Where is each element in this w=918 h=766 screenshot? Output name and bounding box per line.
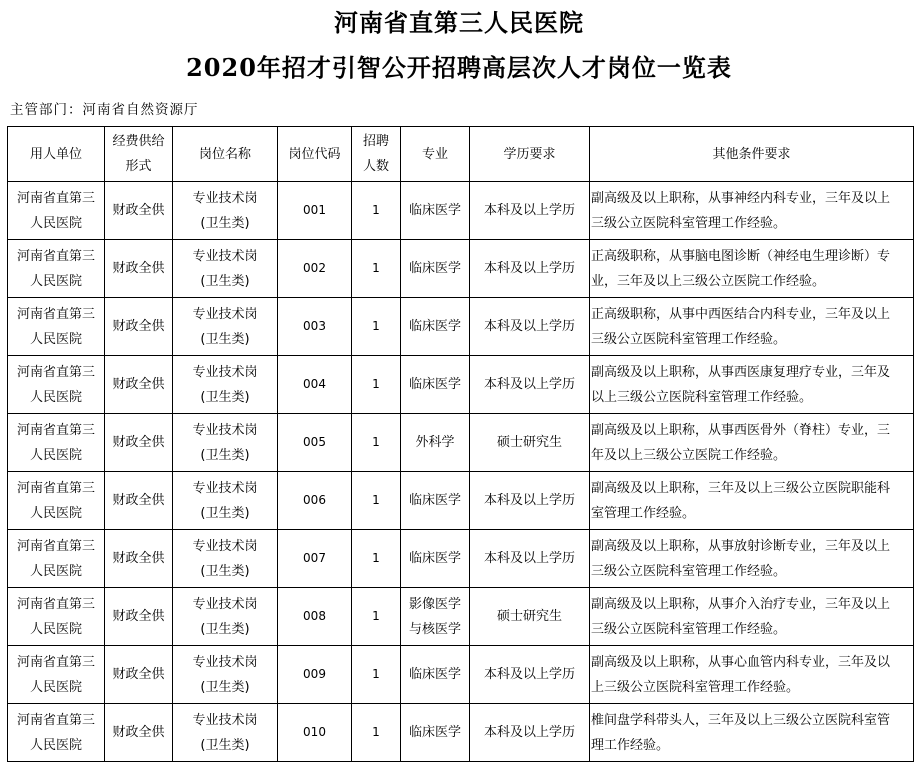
quota-cell: 1 (352, 182, 401, 240)
code-cell: 006 (278, 472, 352, 530)
header-position: 岗位名称 (173, 127, 278, 182)
other-requirements-cell (590, 472, 914, 530)
education-cell: 本科及以上学历 (470, 530, 590, 588)
other-line1: 副高级及以上职称，从事西医骨外（脊柱）专业，三 (591, 422, 891, 438)
unit-line1: 河南省直第三 (16, 422, 95, 438)
quota-cell: 1 (352, 530, 401, 588)
education-cell: 硕士研究生 (470, 588, 590, 646)
position-line1: 专业技术岗 (192, 248, 258, 264)
major-cell (401, 356, 470, 414)
unit-line1: 河南省直第三 (16, 248, 95, 264)
unit-cell (8, 298, 105, 356)
unit-line2: 人民医院 (29, 563, 82, 579)
header-education: 学历要求 (470, 127, 590, 182)
funding-cell: 财政全供 (105, 298, 173, 356)
major-cell (401, 704, 470, 762)
unit-cell (8, 472, 105, 530)
major-text: 临床医学 (408, 551, 461, 566)
education-cell: 硕士研究生 (470, 414, 590, 472)
page-subtitle: 2020年招才引智公开招聘高层次人才岗位一览表 (186, 53, 732, 82)
position-line1: 专业技术岗 (192, 364, 258, 380)
other-line1: 副高级及以上职称，从事心血管内科专业，三年及以 (591, 654, 891, 670)
unit-line2: 人民医院 (29, 389, 82, 405)
other-requirements-cell (590, 530, 914, 588)
major-cell (401, 414, 470, 472)
other-requirements-cell (590, 588, 914, 646)
header-row (8, 127, 914, 182)
other-requirements-cell (590, 704, 914, 762)
position-line2: (卫生类) (200, 737, 250, 753)
position-line2: (卫生类) (200, 273, 250, 289)
position-line1: 专业技术岗 (192, 712, 258, 728)
position-line2: (卫生类) (200, 447, 250, 463)
other-requirements-cell (590, 182, 914, 240)
header-funding (105, 127, 173, 182)
position-cell (173, 530, 278, 588)
position-line1: 专业技术岗 (192, 422, 258, 438)
education-cell: 本科及以上学历 (470, 704, 590, 762)
position-cell (173, 356, 278, 414)
major-cell (401, 298, 470, 356)
funding-cell: 财政全供 (105, 182, 173, 240)
positions-table (7, 126, 914, 762)
code-cell: 002 (278, 240, 352, 298)
position-line2: (卫生类) (200, 215, 250, 231)
header-quota-line2: 人数 (362, 159, 389, 174)
major-text: 外科学 (415, 435, 455, 450)
other-line2: 以上三级公立医院科室管理工作经验。 (591, 389, 813, 405)
code-cell: 001 (278, 182, 352, 240)
funding-cell: 财政全供 (105, 240, 173, 298)
quota-cell: 1 (352, 414, 401, 472)
quota-cell: 1 (352, 588, 401, 646)
unit-cell (8, 704, 105, 762)
unit-line2: 人民医院 (29, 447, 82, 463)
funding-cell: 财政全供 (105, 646, 173, 704)
education-cell: 本科及以上学历 (470, 472, 590, 530)
header-funding-line1: 经费供给 (112, 134, 165, 149)
position-line1: 专业技术岗 (192, 654, 258, 670)
unit-cell (8, 646, 105, 704)
unit-line2: 人民医院 (29, 679, 82, 695)
position-line2: (卫生类) (200, 563, 250, 579)
table-row (8, 646, 914, 704)
unit-line2: 人民医院 (29, 505, 82, 521)
quota-cell: 1 (352, 704, 401, 762)
table-row (8, 182, 914, 240)
position-cell (173, 704, 278, 762)
other-line1: 椎间盘学科带头人，三年及以上三级公立医院科室管 (591, 712, 891, 728)
table-row (8, 356, 914, 414)
other-line1: 正高级职称，从事脑电图诊断（神经电生理诊断）专 (591, 248, 891, 264)
page-title: 河南省直第三人民医院 (334, 8, 584, 37)
position-line1: 专业技术岗 (192, 538, 258, 554)
position-cell (173, 240, 278, 298)
position-line1: 专业技术岗 (192, 596, 258, 612)
education-cell: 本科及以上学历 (470, 356, 590, 414)
funding-cell: 财政全供 (105, 472, 173, 530)
major-cell (401, 588, 470, 646)
position-line2: (卫生类) (200, 621, 250, 637)
other-line1: 副高级及以上职称，三年及以上三级公立医院职能科 (591, 480, 891, 496)
unit-line2: 人民医院 (29, 215, 82, 231)
position-line1: 专业技术岗 (192, 190, 258, 206)
header-quota (352, 127, 401, 182)
code-cell: 005 (278, 414, 352, 472)
education-cell: 本科及以上学历 (470, 240, 590, 298)
unit-line1: 河南省直第三 (16, 712, 95, 728)
other-line2: 三级公立医院科室管理工作经验。 (591, 215, 787, 231)
other-line1: 副高级及以上职称，从事介入治疗专业，三年及以上 (591, 596, 891, 612)
position-line2: (卫生类) (200, 389, 250, 405)
funding-cell: 财政全供 (105, 356, 173, 414)
other-requirements-cell (590, 646, 914, 704)
code-cell: 004 (278, 356, 352, 414)
position-line1: 专业技术岗 (192, 480, 258, 496)
department-label: 主管部门：河南省自然资源厅 (10, 102, 199, 118)
other-line2: 室管理工作经验。 (591, 505, 696, 521)
major-cell (401, 240, 470, 298)
unit-line2: 人民医院 (29, 273, 82, 289)
other-line2: 三级公立医院科室管理工作经验。 (591, 621, 787, 637)
major-text: 临床医学 (408, 261, 461, 276)
table-row (8, 472, 914, 530)
major-text: 临床医学 (408, 493, 461, 508)
position-line2: (卫生类) (200, 679, 250, 695)
unit-line1: 河南省直第三 (16, 306, 95, 322)
major-text: 临床医学 (408, 319, 461, 334)
other-line1: 副高级及以上职称，从事放射诊断专业，三年及以上 (591, 538, 891, 554)
major-cell (401, 182, 470, 240)
table-header (8, 127, 914, 182)
table-body (8, 182, 914, 762)
major-text: 临床医学 (408, 377, 461, 392)
code-cell: 003 (278, 298, 352, 356)
position-line1: 专业技术岗 (192, 306, 258, 322)
other-line2: 三级公立医院科室管理工作经验。 (591, 331, 787, 347)
major-cell (401, 646, 470, 704)
header-unit: 用人单位 (8, 127, 105, 182)
table-row (8, 298, 914, 356)
unit-line2: 人民医院 (29, 737, 82, 753)
funding-cell: 财政全供 (105, 588, 173, 646)
position-cell (173, 298, 278, 356)
unit-cell (8, 414, 105, 472)
header-other: 其他条件要求 (590, 127, 914, 182)
unit-cell (8, 588, 105, 646)
other-line1: 正高级职称，从事中西医结合内科专业，三年及以上 (591, 306, 891, 322)
code-cell: 010 (278, 704, 352, 762)
code-cell: 007 (278, 530, 352, 588)
position-cell (173, 414, 278, 472)
major-text: 临床医学 (408, 203, 461, 218)
funding-cell: 财政全供 (105, 704, 173, 762)
unit-cell (8, 182, 105, 240)
major-text: 临床医学 (408, 725, 461, 740)
funding-cell: 财政全供 (105, 414, 173, 472)
unit-line1: 河南省直第三 (16, 596, 95, 612)
table-row (8, 704, 914, 762)
unit-line2: 人民医院 (29, 621, 82, 637)
code-cell: 009 (278, 646, 352, 704)
other-line1: 副高级及以上职称，从事西医康复理疗专业，三年及 (591, 364, 891, 380)
unit-cell (8, 356, 105, 414)
position-cell (173, 182, 278, 240)
education-cell: 本科及以上学历 (470, 646, 590, 704)
unit-cell (8, 240, 105, 298)
education-cell: 本科及以上学历 (470, 298, 590, 356)
other-line2: 三级公立医院科室管理工作经验。 (591, 563, 787, 579)
code-cell: 008 (278, 588, 352, 646)
position-cell (173, 472, 278, 530)
education-cell: 本科及以上学历 (470, 182, 590, 240)
position-line2: (卫生类) (200, 505, 250, 521)
quota-cell: 1 (352, 472, 401, 530)
other-requirements-cell (590, 240, 914, 298)
unit-line1: 河南省直第三 (16, 480, 95, 496)
table-row (8, 530, 914, 588)
table-row (8, 414, 914, 472)
other-line2: 上三级公立医院科室管理工作经验。 (591, 679, 800, 695)
header-major: 专业 (401, 127, 470, 182)
major-line2: 与核医学 (408, 621, 461, 637)
quota-cell: 1 (352, 646, 401, 704)
unit-cell (8, 530, 105, 588)
position-cell (173, 588, 278, 646)
unit-line1: 河南省直第三 (16, 654, 95, 670)
position-line2: (卫生类) (200, 331, 250, 347)
major-text: 临床医学 (408, 667, 461, 682)
other-requirements-cell (590, 298, 914, 356)
quota-cell: 1 (352, 240, 401, 298)
unit-line2: 人民医院 (29, 331, 82, 347)
unit-line1: 河南省直第三 (16, 538, 95, 554)
other-requirements-cell (590, 414, 914, 472)
quota-cell: 1 (352, 298, 401, 356)
header-code: 岗位代码 (278, 127, 352, 182)
table-row (8, 588, 914, 646)
header-funding-line2: 形式 (125, 159, 152, 174)
major-line1: 影像医学 (408, 596, 461, 612)
position-cell (173, 646, 278, 704)
other-line2: 业，三年及以上三级公立医院工作经验。 (591, 273, 826, 289)
major-cell (401, 530, 470, 588)
other-requirements-cell (590, 356, 914, 414)
other-line1: 副高级及以上职称，从事神经内科专业，三年及以上 (591, 190, 891, 206)
other-line2: 理工作经验。 (591, 737, 670, 753)
unit-line1: 河南省直第三 (16, 364, 95, 380)
major-cell (401, 472, 470, 530)
unit-line1: 河南省直第三 (16, 190, 95, 206)
other-line2: 年及以上三级公立医院工作经验。 (591, 447, 787, 463)
quota-cell: 1 (352, 356, 401, 414)
header-quota-line1: 招聘 (362, 134, 389, 149)
table-row (8, 240, 914, 298)
funding-cell: 财政全供 (105, 530, 173, 588)
